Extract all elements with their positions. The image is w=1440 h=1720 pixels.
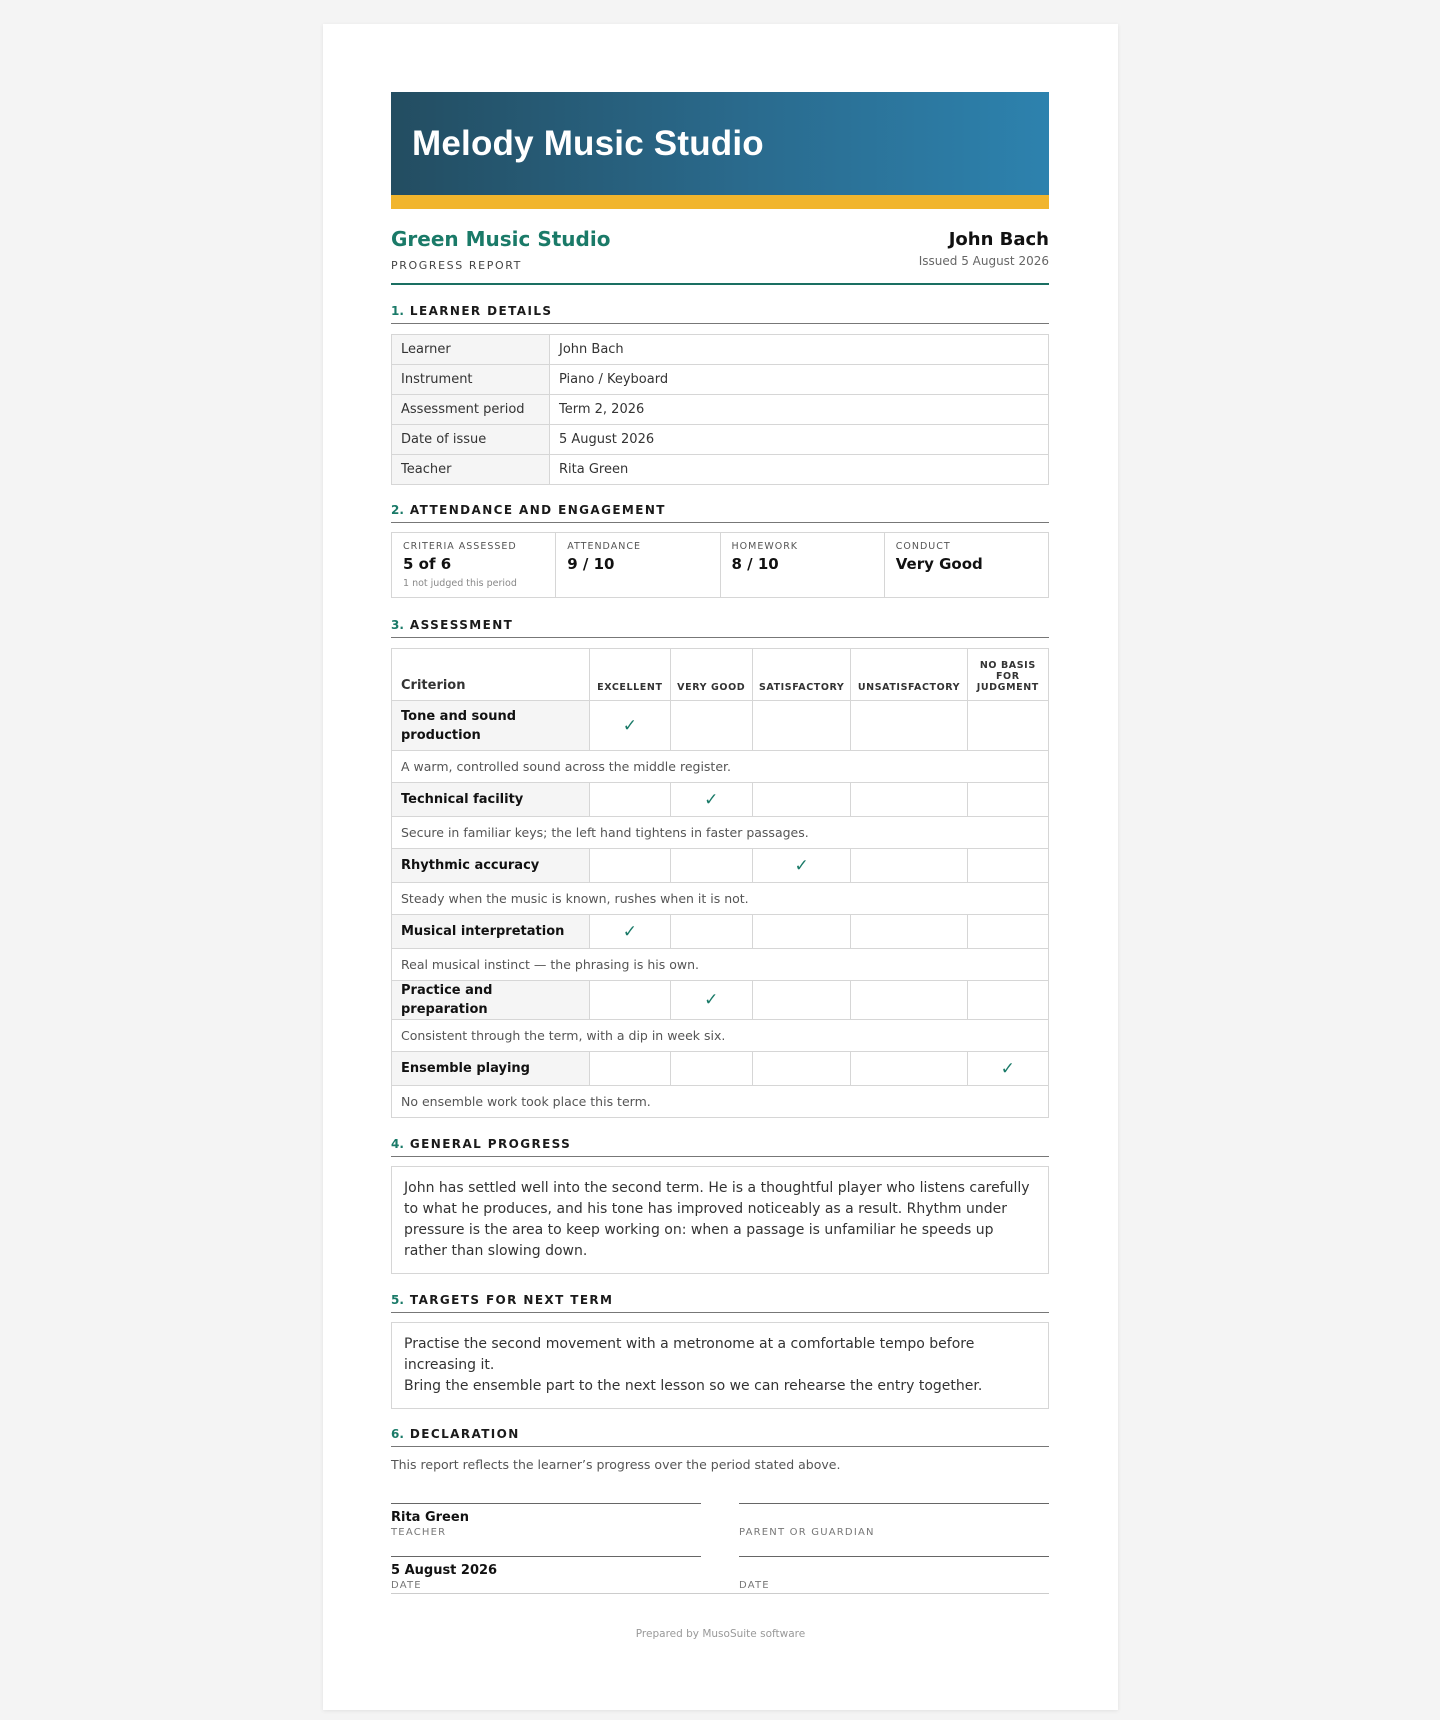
stat-label: ATTENDANCE [567, 541, 641, 552]
target-item: Bring the ensemble part to the next lesson so we can rehearse the entry together. [404, 1378, 983, 1394]
criterion-name: Rhythmic accuracy [392, 849, 590, 883]
detail-key: Learner [392, 335, 550, 365]
stat-cell [556, 533, 720, 597]
detail-value: 5 August 2026 [550, 425, 1049, 455]
learner-details-table [391, 334, 1049, 485]
section-number: 1. [391, 304, 404, 318]
rating-cell [967, 981, 1048, 1020]
rating-column-header: EXCELLENT [590, 649, 670, 701]
rating-cell [967, 849, 1048, 883]
detail-row [392, 395, 1049, 425]
detail-value: Piano / Keyboard [550, 365, 1049, 395]
detail-row [392, 335, 1049, 365]
criterion-note: A warm, controlled sound across the middle register. [392, 751, 1049, 783]
detail-key: Instrument [392, 365, 550, 395]
report-sheet [323, 24, 1118, 1710]
rating-cell [967, 783, 1048, 817]
stat-label: CRITERIA ASSESSED [403, 541, 517, 552]
rating-cell [590, 1052, 670, 1086]
teacher-role-label: TEACHER [391, 1527, 447, 1538]
banner-title: Melody Music Studio [412, 123, 764, 163]
banner-accent-stripe [391, 195, 1049, 209]
parent-date [739, 1563, 1049, 1579]
footer-credit: Prepared by MusoSuite software [635, 1628, 806, 1640]
detail-key: Date of issue [392, 425, 550, 455]
section-title: TARGETS FOR NEXT TERM [409, 1293, 614, 1307]
detail-key: Teacher [392, 455, 550, 485]
criterion-name: Tone and sound production [392, 701, 590, 751]
criterion-row [392, 1052, 1049, 1086]
section-number: 5. [391, 1293, 404, 1307]
criterion-note: Steady when the music is known, rushes when it is not. [392, 883, 1049, 915]
report-header [391, 227, 1049, 285]
rating-cell [590, 849, 670, 883]
rating-cell [590, 701, 670, 751]
criterion-name: Technical facility [392, 783, 590, 817]
detail-key: Assessment period [392, 395, 550, 425]
rating-cell [851, 1052, 967, 1086]
rating-column-header: UNSATISFACTORY [851, 649, 967, 701]
criterion-name: Practice and preparation [392, 981, 590, 1020]
detail-row [392, 425, 1049, 455]
criterion-note-row [392, 883, 1049, 915]
rating-cell [670, 981, 752, 1020]
detail-value: John Bach [550, 335, 1049, 365]
targets-box [391, 1322, 1049, 1409]
detail-value: Rita Green [550, 455, 1049, 485]
criterion-note: Real musical instinct — the phrasing is his own. [392, 949, 1049, 981]
criterion-note-row [392, 1020, 1049, 1052]
rating-cell [670, 783, 752, 817]
parent-role-label: PARENT OR GUARDIAN [739, 1527, 875, 1538]
stat-label: HOMEWORK [731, 541, 799, 552]
stat-cell [392, 533, 556, 597]
teacher-date-line [391, 1556, 701, 1591]
attendance-stats [391, 532, 1049, 598]
section-title: DECLARATION [409, 1427, 520, 1441]
target-item: Practise the second movement with a metronome at a comfortable tempo before increasing it. [404, 1336, 975, 1373]
checkmark-icon: ✓ [622, 715, 637, 736]
criterion-name: Musical interpretation [392, 915, 590, 949]
rating-cell [752, 783, 851, 817]
rating-cell [752, 701, 851, 751]
teacher-signature-line [391, 1503, 701, 1538]
criterion-note: Consistent through the term, with a dip in week six. [392, 1020, 1049, 1052]
signature-rule [391, 1593, 1049, 1594]
section-number: 3. [391, 618, 404, 632]
stat-value: 8 / 10 [731, 555, 779, 573]
stat-cell [885, 533, 1048, 597]
teacher-date-label: DATE [391, 1580, 422, 1591]
section-title: ASSESSMENT [409, 618, 514, 632]
stat-value: 5 of 6 [403, 555, 452, 573]
teacher-name: Rita Green [391, 1510, 469, 1525]
section-heading-general-progress [391, 1135, 1049, 1157]
stat-label: CONDUCT [895, 541, 951, 552]
section-heading-learner-details [391, 302, 1049, 324]
rating-cell [752, 849, 851, 883]
criterion-row [392, 783, 1049, 817]
checkmark-icon: ✓ [704, 789, 719, 810]
rating-cell [670, 701, 752, 751]
signature-area [391, 1503, 1049, 1643]
stat-cell [721, 533, 885, 597]
criterion-name: Ensemble playing [392, 1052, 590, 1086]
criterion-note: No ensemble work took place this term. [392, 1086, 1049, 1118]
rating-cell [670, 915, 752, 949]
parent-signature-line [739, 1503, 1049, 1538]
section-title: LEARNER DETAILS [409, 304, 553, 318]
criterion-row [392, 915, 1049, 949]
detail-value: Term 2, 2026 [550, 395, 1049, 425]
rating-cell [967, 1052, 1048, 1086]
rating-cell [967, 701, 1048, 751]
rating-column-header: NO BASIS FOR JUDGMENT [967, 649, 1048, 701]
section-heading-attendance [391, 501, 1049, 523]
criterion-note-row [392, 1086, 1049, 1118]
report-type: PROGRESS REPORT [391, 259, 522, 272]
checkmark-icon: ✓ [794, 855, 809, 876]
teacher-date: 5 August 2026 [391, 1563, 498, 1578]
rating-cell [851, 981, 967, 1020]
stat-value: 9 / 10 [567, 555, 615, 573]
section-heading-declaration [391, 1425, 1049, 1447]
criterion-row [392, 849, 1049, 883]
section-title: ATTENDANCE AND ENGAGEMENT [409, 503, 666, 517]
rating-cell [590, 981, 670, 1020]
rating-cell [967, 915, 1048, 949]
rating-cell [752, 1052, 851, 1086]
parent-date-label: DATE [739, 1580, 770, 1591]
detail-row [392, 455, 1049, 485]
report-content [391, 92, 1049, 1643]
rating-cell [851, 701, 967, 751]
checkmark-icon: ✓ [704, 990, 719, 1010]
rating-cell [851, 849, 967, 883]
checkmark-icon: ✓ [1000, 1058, 1015, 1079]
rating-column-header: VERY GOOD [670, 649, 752, 701]
stat-value: Very Good [895, 555, 983, 573]
detail-row [392, 365, 1049, 395]
rating-column-header: SATISFACTORY [752, 649, 851, 701]
section-heading-assessment [391, 616, 1049, 638]
criterion-note: Secure in familiar keys; the left hand tightens in faster passages. [392, 817, 1049, 849]
issue-date: Issued 5 August 2026 [918, 254, 1049, 268]
studio-banner [391, 92, 1049, 195]
section-heading-targets [391, 1291, 1049, 1313]
criterion-note-row [392, 949, 1049, 981]
assessment-table [391, 648, 1049, 1118]
section-title: GENERAL PROGRESS [409, 1137, 572, 1151]
criterion-note-row [392, 751, 1049, 783]
checkmark-icon: ✓ [622, 921, 637, 942]
criterion-note-row [392, 817, 1049, 849]
rating-cell [590, 915, 670, 949]
section-number: 2. [391, 503, 404, 517]
rating-cell [752, 915, 851, 949]
rating-cell [670, 1052, 752, 1086]
declaration-text: This report reflects the learner’s progress over the period stated above. [391, 1457, 841, 1472]
rating-cell [670, 849, 752, 883]
parent-date-line [739, 1556, 1049, 1591]
criterion-header: Criterion [392, 649, 590, 701]
rating-cell [590, 783, 670, 817]
general-progress-text: John has settled well into the second term. He is a thoughtful player who listens carefully to what he produces, and his tone has improved noticeably as a result. Rhythm under pressure is the area to keep working on: when a passage is unfamiliar he speeds up rather than slowing down. [391, 1166, 1049, 1274]
stat-note: 1 not judged this period [403, 578, 517, 589]
studio-name: Green Music Studio [391, 227, 611, 251]
section-number: 4. [391, 1137, 404, 1151]
criterion-row [392, 981, 1049, 1020]
rating-cell [851, 783, 967, 817]
section-number: 6. [391, 1427, 404, 1441]
rating-cell [851, 915, 967, 949]
learner-name: John Bach [948, 229, 1049, 250]
criterion-row [392, 701, 1049, 751]
rating-cell [752, 981, 851, 1020]
parent-name [739, 1510, 1049, 1526]
